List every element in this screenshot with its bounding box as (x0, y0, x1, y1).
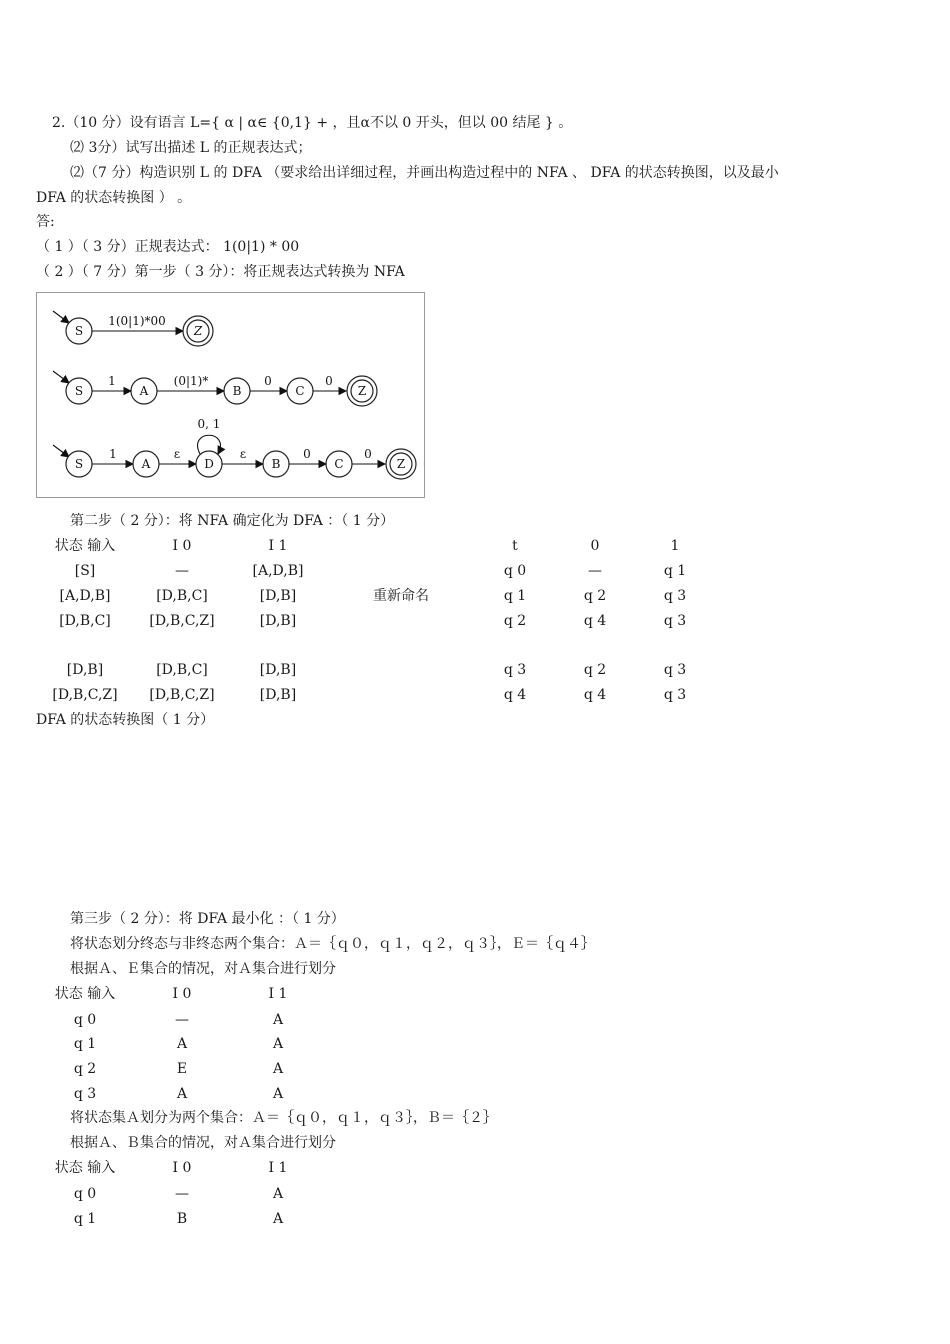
table-cell: [D,B] (66, 662, 104, 678)
table-cell: — (175, 563, 189, 579)
state-Z-row1-label: Z (193, 324, 203, 338)
table-cell: A (272, 1036, 284, 1052)
edge-row3-4: 0 (303, 447, 311, 461)
table-cell: A (272, 1012, 284, 1028)
state-B-row2-label: B (232, 384, 242, 398)
dfa-diagram-caption: DFA 的状态转换图（ 1 分） (36, 712, 215, 728)
table-cell: q 4 (503, 687, 527, 703)
answer-label: 答: (36, 214, 55, 230)
step3-split1: 根据Ａ、Ｅ集合的情况，对Ａ集合进行划分 (70, 961, 336, 977)
step2-header-state: 状态 输入 (54, 538, 116, 554)
edge-row3-5: 0 (364, 447, 372, 461)
table-cell: A (272, 1211, 284, 1227)
step3-header2-state: 状态 输入 (54, 1160, 116, 1176)
step3-split2: 根据Ａ、Ｂ集合的情况，对Ａ集合进行划分 (70, 1135, 336, 1151)
step3-header2-i1: I 1 (268, 1160, 288, 1176)
table-cell: q 3 (503, 662, 527, 678)
table-cell: q 2 (73, 1061, 97, 1077)
rename-label: 重新命名 (373, 588, 429, 604)
state-B-row3-label: B (271, 457, 281, 471)
nfa-row3 (53, 417, 416, 479)
state-A-row2-label: A (139, 384, 149, 398)
table-cell: A (176, 1086, 188, 1102)
table-cell: [D,B,C] (59, 613, 111, 629)
question-part1: ⑵ 3分）试写出描述 L 的正规表达式； (70, 140, 312, 156)
table-cell: [D,B,C] (156, 662, 208, 678)
table-cell: q 2 (503, 613, 527, 629)
state-A-row3-label: A (141, 457, 151, 471)
step3-header2-i0: I 0 (172, 1160, 192, 1176)
table-cell: q 1 (73, 1211, 97, 1227)
state-C-row3-label: C (334, 457, 344, 471)
table-cell: A (272, 1061, 284, 1077)
step3-header-i1: I 1 (268, 986, 288, 1002)
step3-partition1: 将状态划分终态与非终态两个集合：Ａ＝｛ｑ０，ｑ１，ｑ２，ｑ３｝，Ｅ＝｛ｑ４｝ (70, 936, 595, 952)
table-cell: q 3 (663, 662, 687, 678)
table-cell: [S] (74, 563, 96, 579)
state-D-row3-label: D (204, 457, 214, 471)
table-cell: [D,B,C,Z] (149, 613, 215, 629)
table-cell: — (588, 563, 602, 579)
table-cell: q 1 (663, 563, 687, 579)
table-cell: [D,B] (259, 687, 297, 703)
edge-row3-1: 1 (109, 447, 117, 461)
step3-title: 第三步（ 2 分）：将 DFA 最小化 ：（ 1 分） (70, 911, 345, 927)
table-cell: A (272, 1186, 284, 1202)
nfa-construction-figure (36, 292, 425, 498)
table-cell: q 0 (73, 1186, 97, 1202)
table-cell: q 0 (503, 563, 527, 579)
step2-title: 第二步（ 2 分）：将 NFA 确定化为 DFA ：（ 1 分） (70, 513, 395, 529)
table-cell: B (176, 1211, 188, 1227)
table-cell: [D,B,C,Z] (149, 687, 215, 703)
table-cell: q 2 (583, 588, 607, 604)
edge-row3-loop: 0, 1 (197, 417, 221, 431)
edge-regex-label: 1(0|1)*00 (108, 314, 166, 328)
answer-regex: （ 1 ）（ 3 分）正规表达式： 1(0|1) * 00 (36, 239, 300, 255)
table-cell: q 0 (73, 1012, 97, 1028)
edge-row2-2: (0|1)* (173, 374, 209, 388)
table-cell: [D,B] (259, 613, 297, 629)
edge-row2-4: 0 (325, 374, 333, 388)
table-cell: [D,B,C] (156, 588, 208, 604)
step3-header-i0: I 0 (172, 986, 192, 1002)
table-cell: q 4 (583, 613, 607, 629)
table-cell: E (176, 1061, 188, 1077)
step2-header-0: 0 (590, 538, 600, 554)
table-cell: [D,B] (259, 662, 297, 678)
table-cell: — (175, 1012, 189, 1028)
step3-partition2: 将状态集Ａ划分为两个集合：Ａ＝｛ｑ０，ｑ１，ｑ３｝，Ｂ＝｛２｝ (70, 1110, 497, 1126)
table-cell: [A,D,B] (252, 563, 304, 579)
table-cell: A (272, 1086, 284, 1102)
state-Z-row3-label: Z (396, 457, 406, 471)
state-S-row3-label: S (74, 457, 84, 471)
nfa-row1 (53, 311, 213, 346)
answer-step1-title: （ 2 ）（ 7 分）第一步（ 3 分）：将正规表达式转换为 NFA (36, 264, 405, 280)
state-Z-row2-label: Z (357, 384, 367, 398)
question-part2-line2: DFA 的状态转换图 ） 。 (36, 190, 192, 206)
table-cell: q 4 (583, 687, 607, 703)
state-S-row2-label: S (74, 384, 84, 398)
table-cell: [D,B] (259, 588, 297, 604)
step2-header-1: 1 (670, 538, 680, 554)
table-cell: [D,B,C,Z] (52, 687, 118, 703)
table-cell: A (176, 1036, 188, 1052)
state-C-row2-label: C (295, 384, 305, 398)
table-cell: q 2 (583, 662, 607, 678)
step3-header-state: 状态 输入 (54, 986, 116, 1002)
step2-header-t: t (512, 538, 518, 554)
table-cell: q 3 (73, 1086, 97, 1102)
edge-row3-2: ε (173, 447, 181, 461)
step2-header-i0: I 0 (172, 538, 192, 554)
table-cell: q 3 (663, 687, 687, 703)
edge-row3-3: ε (239, 447, 247, 461)
table-cell: q 1 (73, 1036, 97, 1052)
step2-header-i1: I 1 (268, 538, 288, 554)
edge-row2-1: 1 (108, 374, 116, 388)
table-cell: — (175, 1186, 189, 1202)
table-cell: q 3 (663, 613, 687, 629)
state-S-row1-label: S (74, 324, 84, 338)
table-cell: q 3 (663, 588, 687, 604)
nfa-row2 (53, 371, 377, 406)
question-title: 2.（10 分）设有语言 L={ α | α∈ {0,1} + ，且α不以 0 开头，但以 00 结尾 } 。 (52, 115, 573, 131)
table-cell: q 1 (503, 588, 527, 604)
question-part2-line1: ⑵（7 分）构造识别 L 的 DFA （要求给出详细过程，并画出构造过程中的 NFA 、 DFA 的状态转换图，以及最小 (70, 165, 779, 181)
edge-row2-3: 0 (264, 374, 272, 388)
table-cell: [A,D,B] (59, 588, 111, 604)
